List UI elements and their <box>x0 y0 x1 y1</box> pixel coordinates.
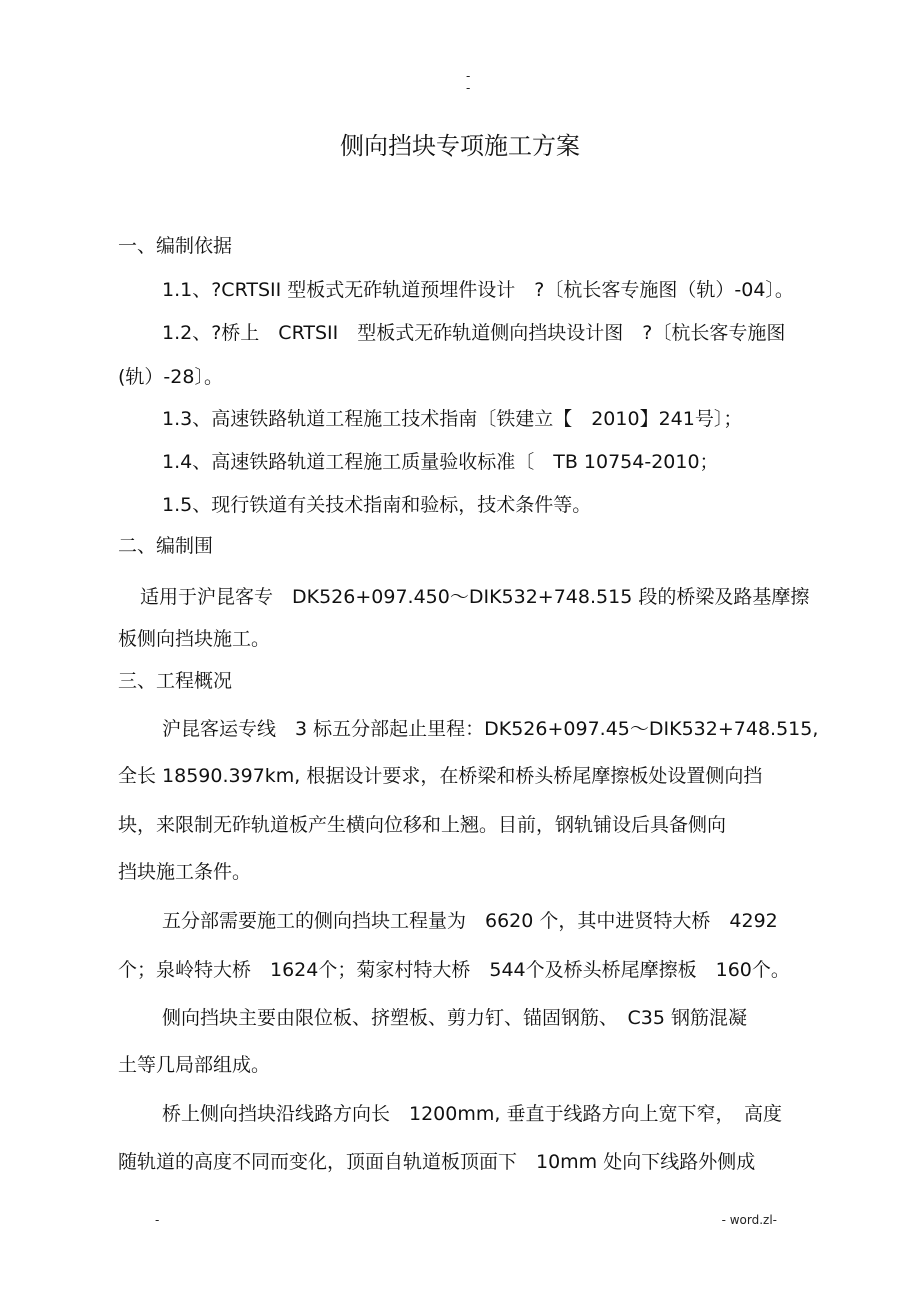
paragraph-line: 1.1、?CRTSII 型板式无砟轨道预埋件设计 ?〔杭长客专施图（轨）-04〕。 <box>162 279 794 301</box>
paragraph-line: 适用于沪昆客专 DK526+097.450～DIK532+748.515 段的桥梁及路基摩擦 <box>140 586 810 608</box>
paragraph-line: 桥上侧向挡块沿线路方向长 1200mm, 垂直于线路方向上宽下窄， 高度 <box>162 1103 782 1125</box>
footer-watermark: - word.zl- <box>721 1213 777 1227</box>
paragraph-line: 全长 18590.397km, 根据设计要求，在桥梁和桥头桥尾摩擦板处设置侧向挡 <box>118 765 763 787</box>
paragraph-line: 随轨道的高度不同而变化，顶面自轨道板顶面下 10mm 处向下线路外侧成 <box>118 1151 756 1173</box>
paragraph-line: 1.5、现行铁道有关技术指南和验标，技术条件等。 <box>162 494 592 516</box>
section-heading-scope: 二、编制围 <box>118 535 214 557</box>
header-mark-top: - <box>466 69 471 83</box>
footer-left-mark: - <box>155 1213 160 1227</box>
paragraph-line: 土等几局部组成。 <box>118 1054 271 1076</box>
paragraph-line: 1.2、?桥上 CRTSII 型板式无砟轨道侧向挡块设计图 ?〔杭长客专施图 <box>162 322 786 344</box>
document-title: 侧向挡块专项施工方案 <box>340 132 580 160</box>
paragraph-line: 1.3、高速铁路轨道工程施工技术指南〔铁建立【 2010】241号〕； <box>162 408 743 430</box>
paragraph-line: 五分部需要施工的侧向挡块工程量为 6620 个，其中进贤特大桥 4292 <box>162 910 778 932</box>
paragraph-line: 挡块施工条件。 <box>118 861 252 883</box>
paragraph-line: 沪昆客运专线 3 标五分部起止里程：DK526+097.45～DIK532+748.515, <box>162 718 819 740</box>
section-heading-basis: 一、编制依据 <box>118 235 233 257</box>
paragraph-line: 个；泉岭特大桥 1624个；菊家村特大桥 544个及桥头桥尾摩擦板 160个。 <box>118 959 790 981</box>
paragraph-line: (轨）-28〕。 <box>118 366 223 388</box>
paragraph-line: 1.4、高速铁路轨道工程施工质量验收标准〔 TB 10754-2010； <box>162 451 719 473</box>
paragraph-line: 块，来限制无砟轨道板产生横向位移和上翘。目前，钢轨铺设后具备侧向 <box>118 814 727 836</box>
section-heading-overview: 三、工程概况 <box>118 670 233 692</box>
paragraph-line: 侧向挡块主要由限位板、挤塑板、剪力钉、锚固钢筋、 C35 钢筋混凝 <box>162 1007 747 1029</box>
header-mark-bottom: - <box>466 81 471 95</box>
paragraph-line: 板侧向挡块施工。 <box>118 628 271 650</box>
